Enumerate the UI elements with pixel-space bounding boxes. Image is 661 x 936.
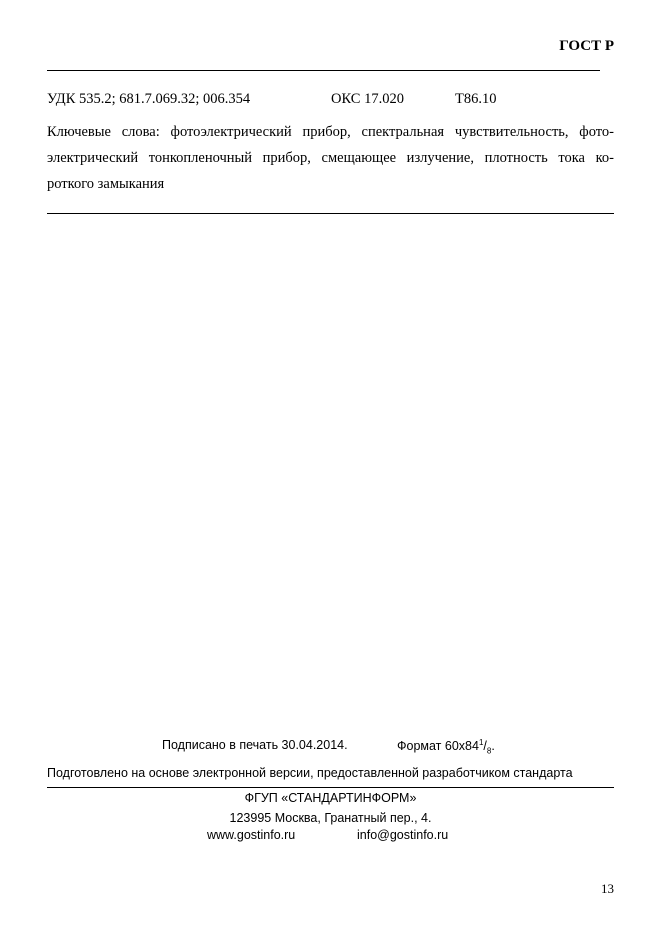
keywords-line: роткого замыкания <box>47 176 165 192</box>
format-period: . <box>491 739 495 754</box>
keywords-line: электрический тонкопленочный прибор, смещающее излучение, плотность тока ко- <box>47 150 614 166</box>
keywords-line: Ключевые слова: фотоэлектрический прибор, спектральная чувствительность, фото- <box>47 124 614 140</box>
header-divider <box>47 70 600 71</box>
standard-code: ГОСТ Р <box>559 38 614 54</box>
keywords-divider <box>47 213 614 214</box>
publisher-email: info@gostinfo.ru <box>357 828 449 842</box>
signed-date: Подписано в печать 30.04.2014. <box>162 738 348 752</box>
publisher-address: 123995 Москва, Гранатный пер., 4. <box>229 811 432 825</box>
udk-code: УДК 535.2; 681.7.069.32; 006.354 <box>47 91 251 107</box>
format-numerator: 1 <box>478 738 484 747</box>
paper-format: Формат $60x84^1/_8$. <box>397 738 495 756</box>
category-code: Т86.10 <box>455 91 497 107</box>
oks-code: ОКС 17.020 <box>331 91 404 107</box>
format-text: Формат 60x84 <box>397 739 479 754</box>
prepared-note: Подготовлено на основе электронной версии, предоставленной разработчиком стандарта <box>47 766 573 780</box>
format-denominator: 8 <box>486 746 492 756</box>
publisher-website: www.gostinfo.ru <box>207 828 296 842</box>
keywords-block <box>47 119 614 197</box>
imprint-divider <box>47 787 614 788</box>
page-number: 13 <box>601 881 614 896</box>
publisher-name: ФГУП «СТАНДАРТИНФОРМ» <box>244 791 417 805</box>
